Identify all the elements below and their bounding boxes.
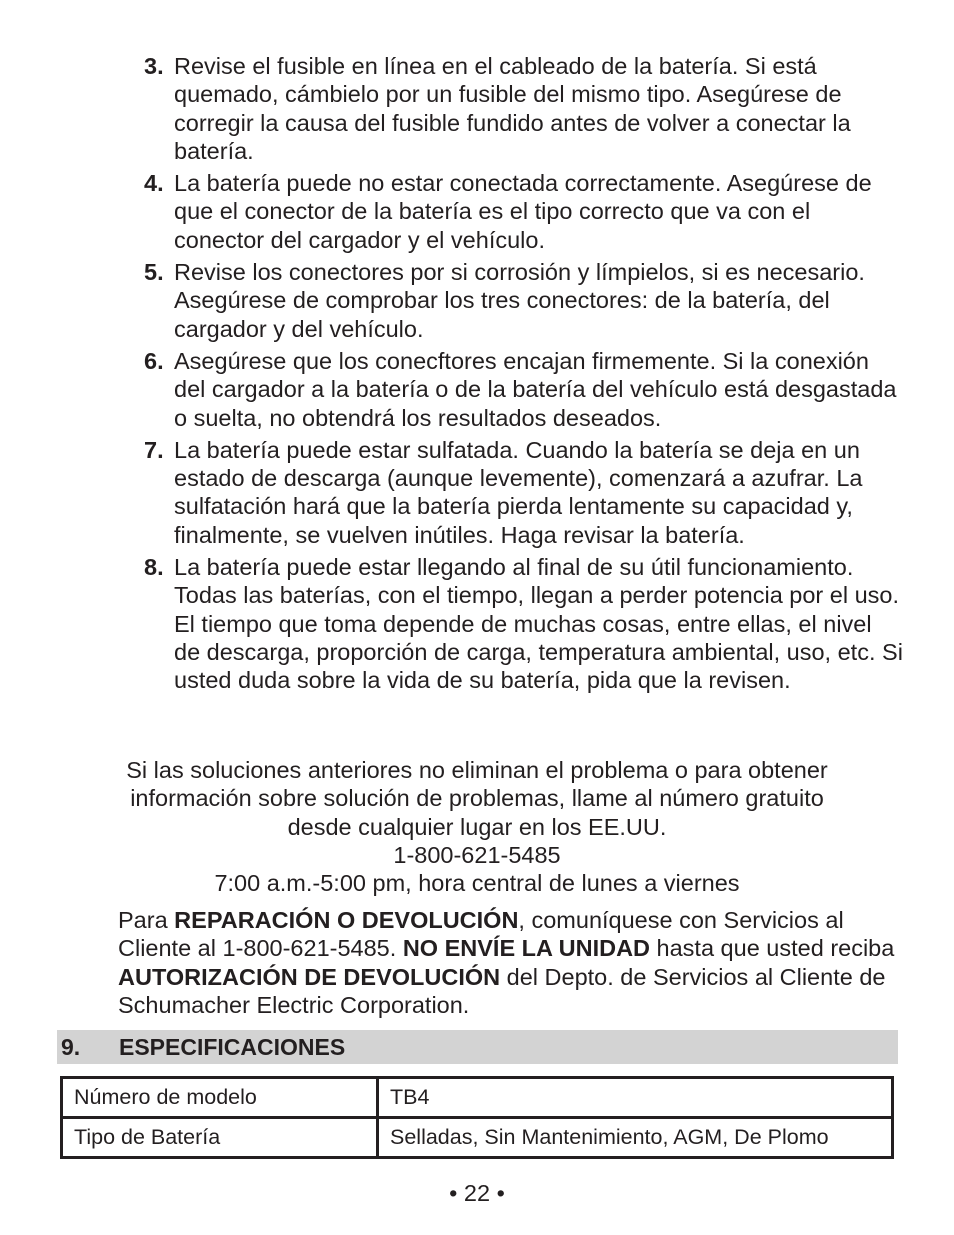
item-text: Asegúrese que los conecftores encajan firmemente. Si la conexión del cargador a la batería o de la batería del vehículo está desgastada o suelta, no obtendrá los resultados deseados. <box>174 347 897 431</box>
table-row <box>62 1118 893 1158</box>
section-heading <box>57 1030 898 1064</box>
page-number: • 22 • <box>449 1180 505 1206</box>
help-line: información sobre solución de problemas, llame al número gratuito <box>130 785 824 812</box>
troubleshooting-list <box>144 52 904 699</box>
spec-value: Selladas, Sin Mantenimiento, AGM, De Plomo <box>378 1118 893 1158</box>
list-item <box>144 553 904 694</box>
help-line: desde cualquier lugar en los EE.UU. <box>287 813 667 840</box>
repair-text: del Depto. de Servicios al Cliente de Schumacher Electric Corporation. <box>118 963 886 1018</box>
list-item <box>144 436 904 549</box>
item-number: 6. <box>144 347 164 374</box>
specifications-table <box>60 1076 894 1159</box>
help-phone: 1-800-621-5485 <box>393 841 561 868</box>
section-title: ESPECIFICACIONES <box>119 1034 346 1060</box>
repair-bold: NO ENVÍE LA UNIDAD <box>402 935 651 962</box>
item-text: Revise los conectores por si corrosión y límpielos, si es necesario. Asegúrese de comprobar los tres conectores: de la batería, del cargador y del vehículo. <box>174 259 865 342</box>
item-text: La batería puede no estar conectada correctamente. Asegúrese de que el conector de la batería es el tipo correcto que va con el conector del cargador y el vehículo. <box>174 170 872 253</box>
table-row <box>62 1078 893 1118</box>
repair-bold: REPARACIÓN O DEVOLUCIÓN <box>174 907 519 933</box>
help-hours: 7:00 a.m.-5:00 pm, hora central de lunes a viernes <box>214 870 740 897</box>
item-number: 5. <box>144 259 164 286</box>
list-item <box>144 169 904 254</box>
item-text: La batería puede estar sulfatada. Cuando la batería se deja en un estado de descarga (aunque levemente), comenzará a azufrar. La sulfatación hará que la batería pierda lentamente su capacidad y, finalmente, se vuelven inútiles. Haga revisar la batería. <box>174 436 863 548</box>
repair-text: , comuníquese con Servicios al Cliente al 1-800-621-5485. <box>118 907 844 962</box>
repair-text: Para <box>118 907 175 933</box>
item-number: 4. <box>144 170 164 197</box>
item-number: 8. <box>144 554 164 581</box>
spec-label: Tipo de Batería <box>62 1118 378 1158</box>
help-line: Si las soluciones anteriores no eliminan el problema o para obtener <box>126 757 828 783</box>
help-contact-block <box>60 756 894 897</box>
list-item <box>144 52 904 165</box>
section-number: 9. <box>61 1034 81 1060</box>
item-number: 3. <box>144 53 164 79</box>
list-item <box>144 347 904 432</box>
repair-return-notice <box>118 906 908 1019</box>
spec-label: Número de modelo <box>62 1078 378 1118</box>
item-text: Revise el fusible en línea en el cableado de la batería. Si está quemado, cámbielo por un fusible del mismo tipo. Asegúrese de corregir la causa del fusible fundido antes de volver a conectar la batería. <box>174 53 851 164</box>
item-number: 7. <box>144 436 164 463</box>
repair-bold: AUTORIZACIÓN DE DEVOLUCIÓN <box>118 963 501 990</box>
list-item <box>144 258 904 343</box>
item-text: La batería puede estar llegando al final de su útil funcionamiento. Todas las baterías, con el tiempo, llegan a perder potencia por el uso. El tiempo que toma depende de muchas cosas, entre ellas, el nivel de descarga, proporción de carga, temperatura ambiental, uso, etc. Si usted duda sobre la vida de su batería, pida que la revisen. <box>174 554 903 694</box>
spec-value: TB4 <box>378 1078 893 1118</box>
repair-text: hasta que usted reciba <box>650 935 895 962</box>
